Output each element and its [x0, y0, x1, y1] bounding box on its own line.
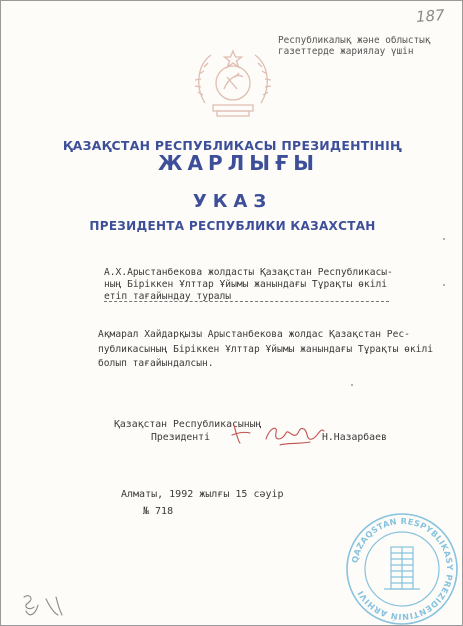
- body-line-2: публикасының Біріккен Ұлттар Ұйымы жанындағы Тұрақты өкілі: [98, 343, 434, 355]
- subject-line-1: А.Х.Арыстанбекова жолдасты Қазақстан Республикасы-: [104, 267, 393, 278]
- signatory-name: Н.Назарбаев: [322, 432, 387, 443]
- title-russian-president: ПРЕЗИДЕНТА РЕСПУБЛИКИ КАЗАХСТАН: [89, 219, 376, 233]
- paper-speck: [351, 384, 353, 386]
- subject-divider: [104, 301, 389, 302]
- title-kazakh-president: ҚАЗАҚСТАН РЕСПУБЛИКАСЫ ПРЕЗИДЕНТІНІҢ: [62, 138, 403, 153]
- subject-line-3: етіп тағайындау туралы: [104, 291, 232, 302]
- stamp-building-icon: [384, 547, 420, 589]
- publication-note-line-1: Республикалық және облыстық: [278, 35, 431, 46]
- title-russian-decree: УКАЗ: [192, 191, 273, 212]
- state-emblem-icon: [191, 43, 275, 127]
- signatory-title-line-2: Президенті: [151, 432, 210, 443]
- paper-speck: [443, 284, 445, 286]
- signatory-title-line-1: Қазақстан Республикасының: [114, 419, 262, 430]
- decree-body: [98, 328, 433, 372]
- archive-stamp: [344, 511, 460, 626]
- subject-line-2: ның Біріккен Ұлттар Ұйымы жанындағы Тұрақты өкілі: [104, 279, 388, 290]
- body-line-1: Ақмарал Хайдарқызы Арыстанбекова жолдас Қазақстан Рес-: [98, 329, 410, 340]
- place-and-date: Алматы, 1992 жылғы 15 сәуір: [121, 489, 284, 500]
- publication-note: [278, 35, 430, 57]
- publication-note-line-2: газеттерде жариялау үшін: [278, 46, 414, 57]
- archive-number: 187: [415, 6, 446, 26]
- title-kazakh-decree: ЖАРЛЫҒЫ: [158, 151, 319, 175]
- stamp-text: QAZAQSTAN RESPYBLIKASY PREZIDENTINIŃ ARHIVI: [349, 515, 456, 623]
- decree-number: № 718: [143, 506, 174, 517]
- decree-subject: [104, 267, 393, 303]
- body-line-3: болып тағайындалсын.: [98, 358, 214, 369]
- paper-speck: [443, 238, 445, 240]
- margin-pencil-mark: [16, 589, 66, 621]
